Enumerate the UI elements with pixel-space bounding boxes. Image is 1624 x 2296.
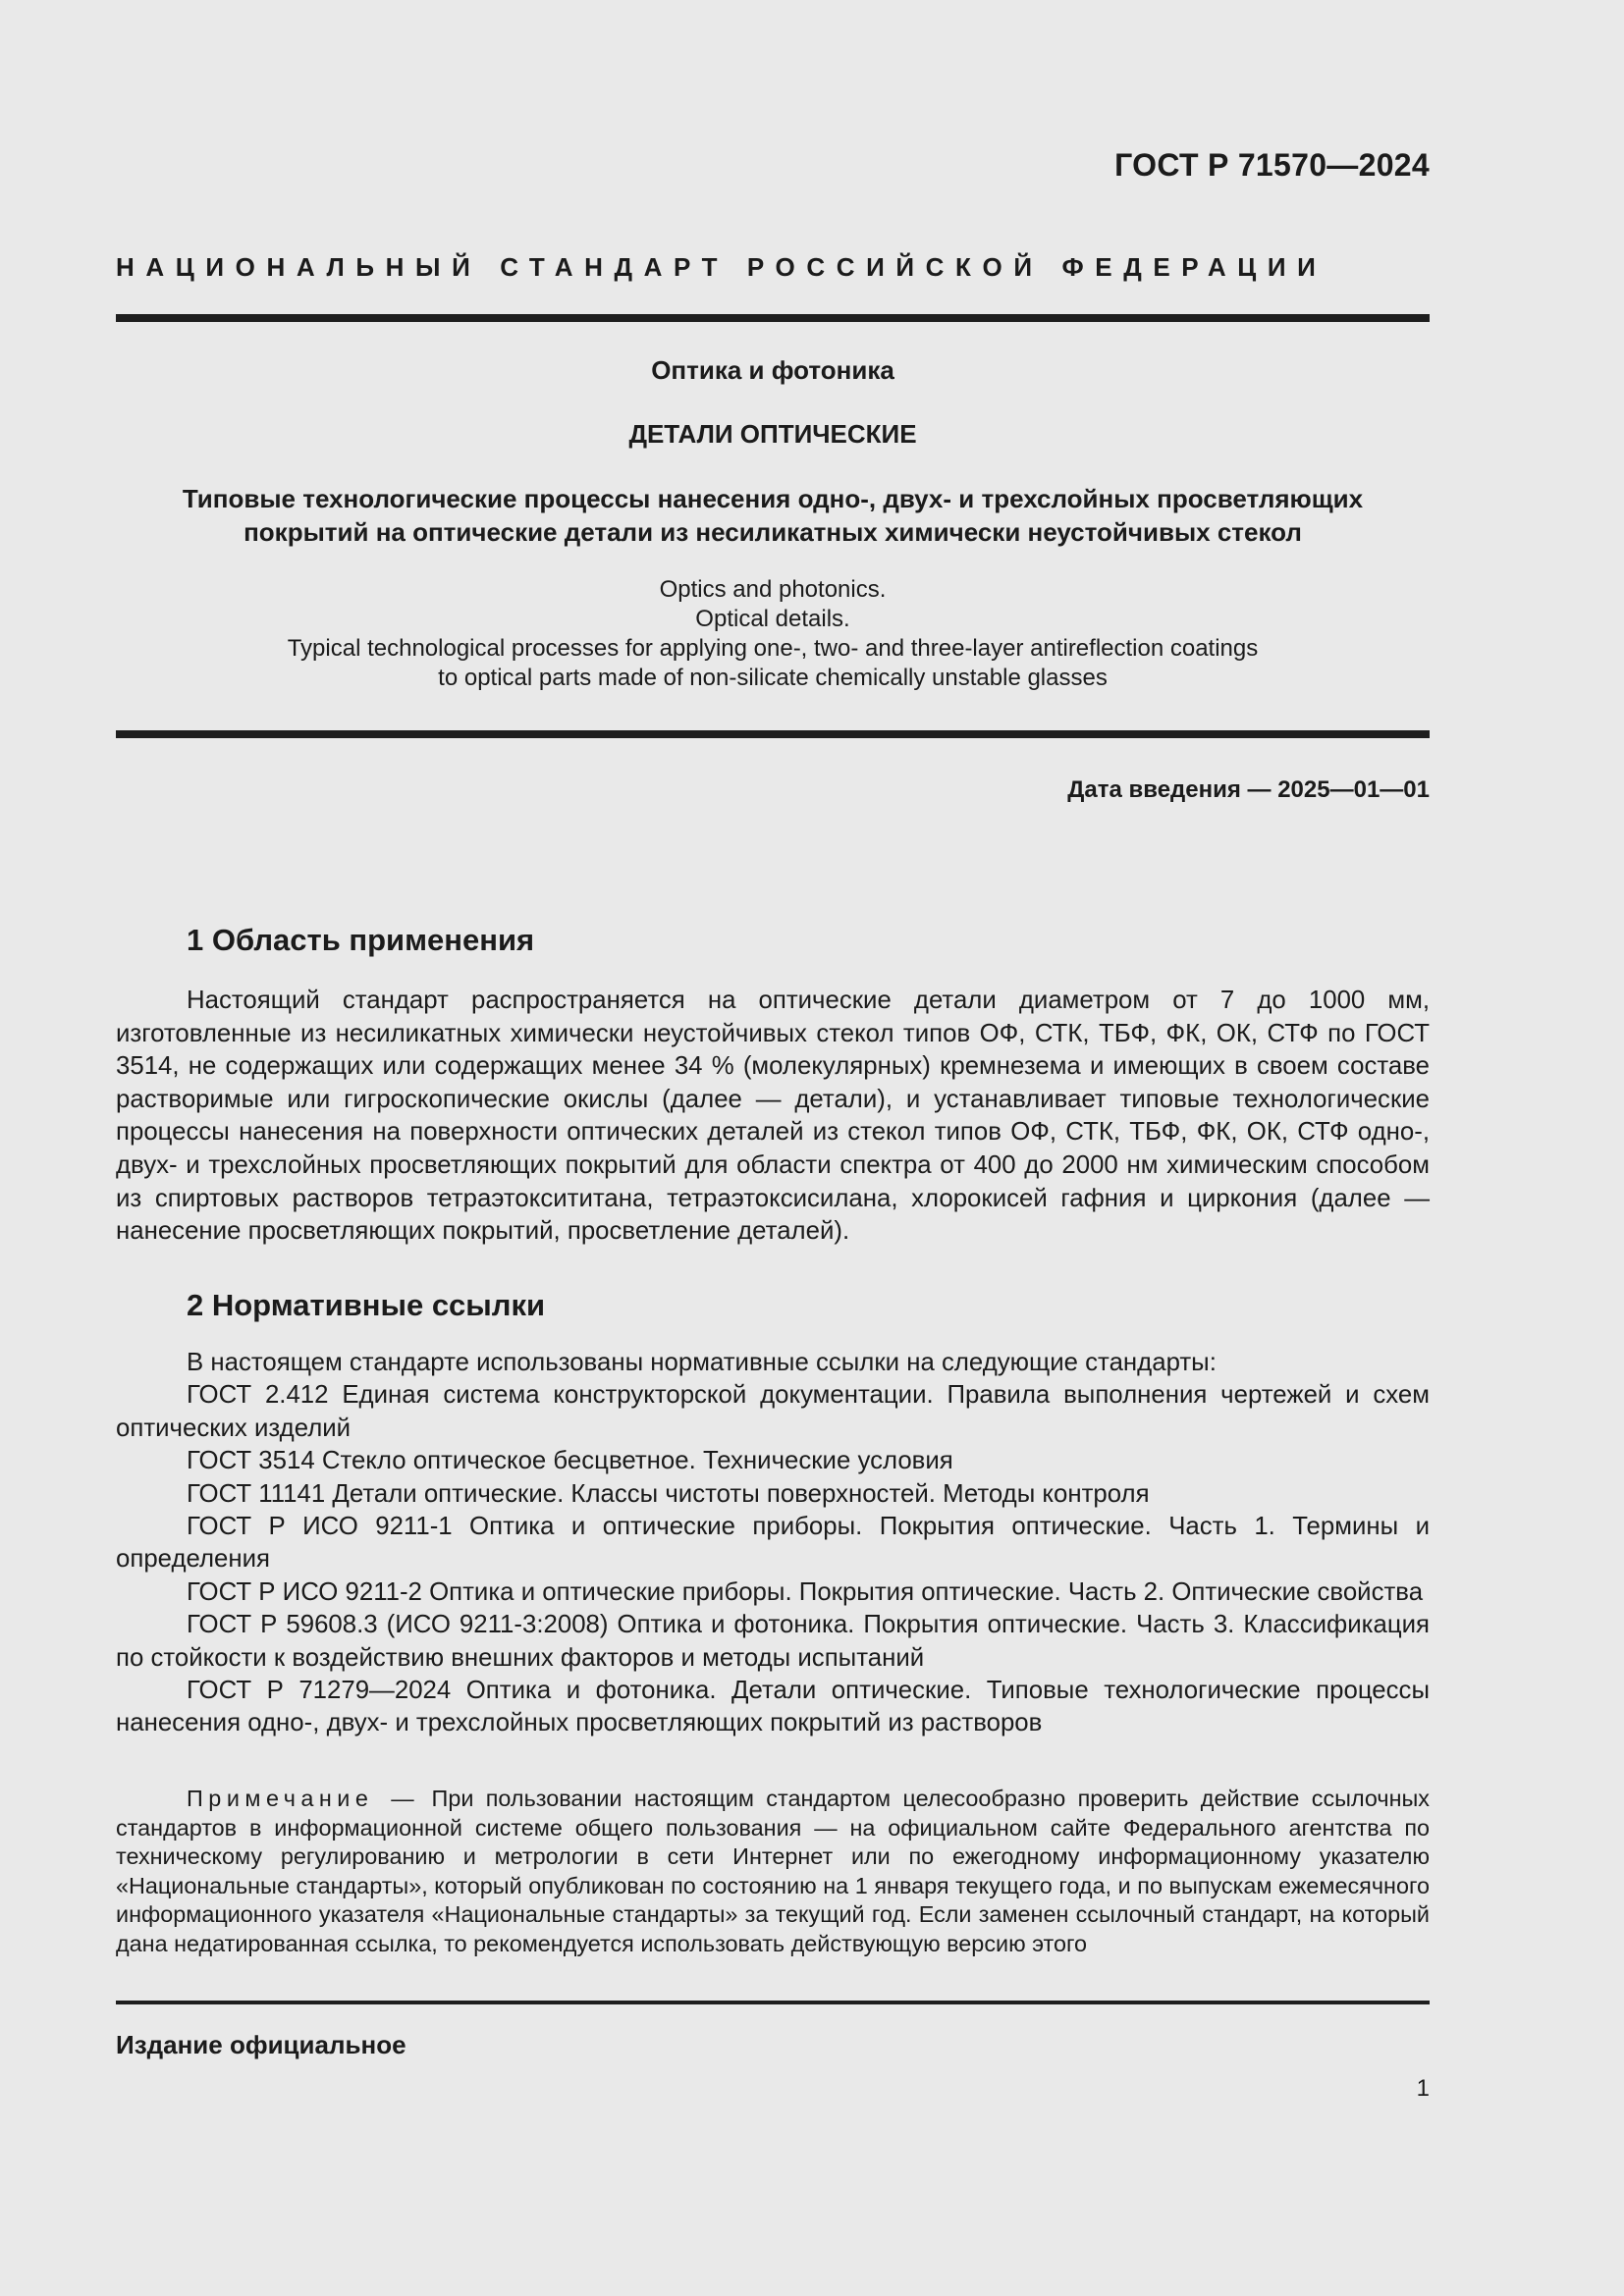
note-label: Примечание — xyxy=(187,1786,420,1811)
reference-item: ГОСТ Р 71279—2024 Оптика и фотоника. Детали оптические. Типовые технологические процессы нанесения одно-, двух- и трехслойных просветляющих покрытий из растворов xyxy=(116,1677,1430,1737)
gost-number: ГОСТ Р 71570—2024 xyxy=(1114,147,1430,183)
document-subtitle xyxy=(116,482,1430,549)
title-rule xyxy=(116,730,1430,738)
section-heading-scope: 1 Область применения xyxy=(187,923,535,957)
official-edition-label: Издание официальное xyxy=(116,2030,406,2059)
footer-rule xyxy=(116,2001,1430,2004)
page-number: 1 xyxy=(1416,2075,1430,2102)
reference-item: ГОСТ Р 59608.3 (ИСО 9211-3:2008) Оптика и фотоника. Покрытия оптические. Часть 3. Классификация по стойкости к воздействию внешних факторов и методы испытаний xyxy=(116,1611,1430,1672)
english-title-line: Optical details. xyxy=(695,606,850,632)
subtitle-line: Типовые технологические процессы нанесения одно-, двух- и трехслойных просветляющих xyxy=(182,484,1364,513)
document-title: ДЕТАЛИ ОПТИЧЕСКИЕ xyxy=(628,419,917,449)
national-standard-banner: НАЦИОНАЛЬНЫЙ СТАНДАРТ РОССИЙСКОЙ ФЕДЕРАЦИИ xyxy=(116,252,1327,282)
english-title-line: to optical parts made of non-silicate chemically unstable glasses xyxy=(438,665,1108,691)
reference-item: ГОСТ 3514 Стекло оптическое бесцветное. Технические условия xyxy=(187,1447,953,1475)
references-intro: В настоящем стандарте использованы нормативные ссылки на следующие стандарты: xyxy=(187,1349,1217,1376)
english-title-line: Typical technological processes for applying one-, two- and three-layer antireflection coatings xyxy=(287,635,1259,662)
standard-field: Оптика и фотоника xyxy=(651,355,894,385)
reference-item: ГОСТ 2.412 Единая система конструкторской документации. Правила выполнения чертежей и схем оптических изделий xyxy=(116,1381,1430,1442)
scope-paragraph: Настоящий стандарт распространяется на оптические детали диаметром от 7 до 1000 мм, изготовленные из несиликатных химически неустойчивых стекол типов ОФ, СТК, ТБФ, ФК, ОК, СТФ по ГОСТ 3514, не содержащих или содержащих менее 34 % (молекулярных) кремнезема и имеющих в своем составе растворимые или гигроскопические окислы (далее — детали), и устанавливает типовые технологические процессы нанесения на поверхности оптических деталей из стекол типов ОФ, СТК, ТБФ, ФК, ОК, СТФ одно-, двух- и трехслойных просветляющих покрытий для области спектра от 400 до 2000 нм химическим способом из спиртовых растворов тетраэтоксититана, тетраэтоксисилана, хлорокисей гафния и циркония (далее — нанесение просветляющих покрытий, просветление деталей). xyxy=(116,987,1430,1246)
note-text: При пользовании настоящим стандартом целесообразно проверить действие ссылочных стандартов в информационной системе общего пользования — на официальном сайте Федерального агентства по техническому регулированию и метрологии в сети Интернет или по ежегодному информационному указателю «Национальные стандарты», который опубликован по состоянию на 1 января текущего года, и по выпускам ежемесячного информационного указателя «Национальные стандарты» за текущий год. Если заменен ссылочный стандарт, на который дана недатированная ссылка, то рекомендуется использовать действующую версию этого xyxy=(116,1786,1431,1956)
reference-item: ГОСТ Р ИСО 9211-2 Оптика и оптические приборы. Покрытия оптические. Часть 2. Оптические свойства xyxy=(187,1577,1424,1606)
reference-item: ГОСТ Р ИСО 9211-1 Оптика и оптические приборы. Покрытия оптические. Часть 1. Термины и определения xyxy=(116,1513,1430,1574)
introduction-date: Дата введения — 2025—01—01 xyxy=(1067,776,1430,803)
subtitle-line: покрытий на оптические детали из несиликатных химически неустойчивых стекол xyxy=(244,517,1302,547)
english-title xyxy=(116,575,1430,693)
header-rule xyxy=(116,314,1430,322)
reference-item: ГОСТ 11141 Детали оптические. Классы чистоты поверхностей. Методы контроля xyxy=(187,1479,1150,1508)
references-note xyxy=(116,1785,1430,1959)
english-title-line: Optics and photonics. xyxy=(659,576,887,603)
section-heading-references: 2 Нормативные ссылки xyxy=(187,1288,546,1322)
normative-references-list xyxy=(116,1347,1430,1740)
